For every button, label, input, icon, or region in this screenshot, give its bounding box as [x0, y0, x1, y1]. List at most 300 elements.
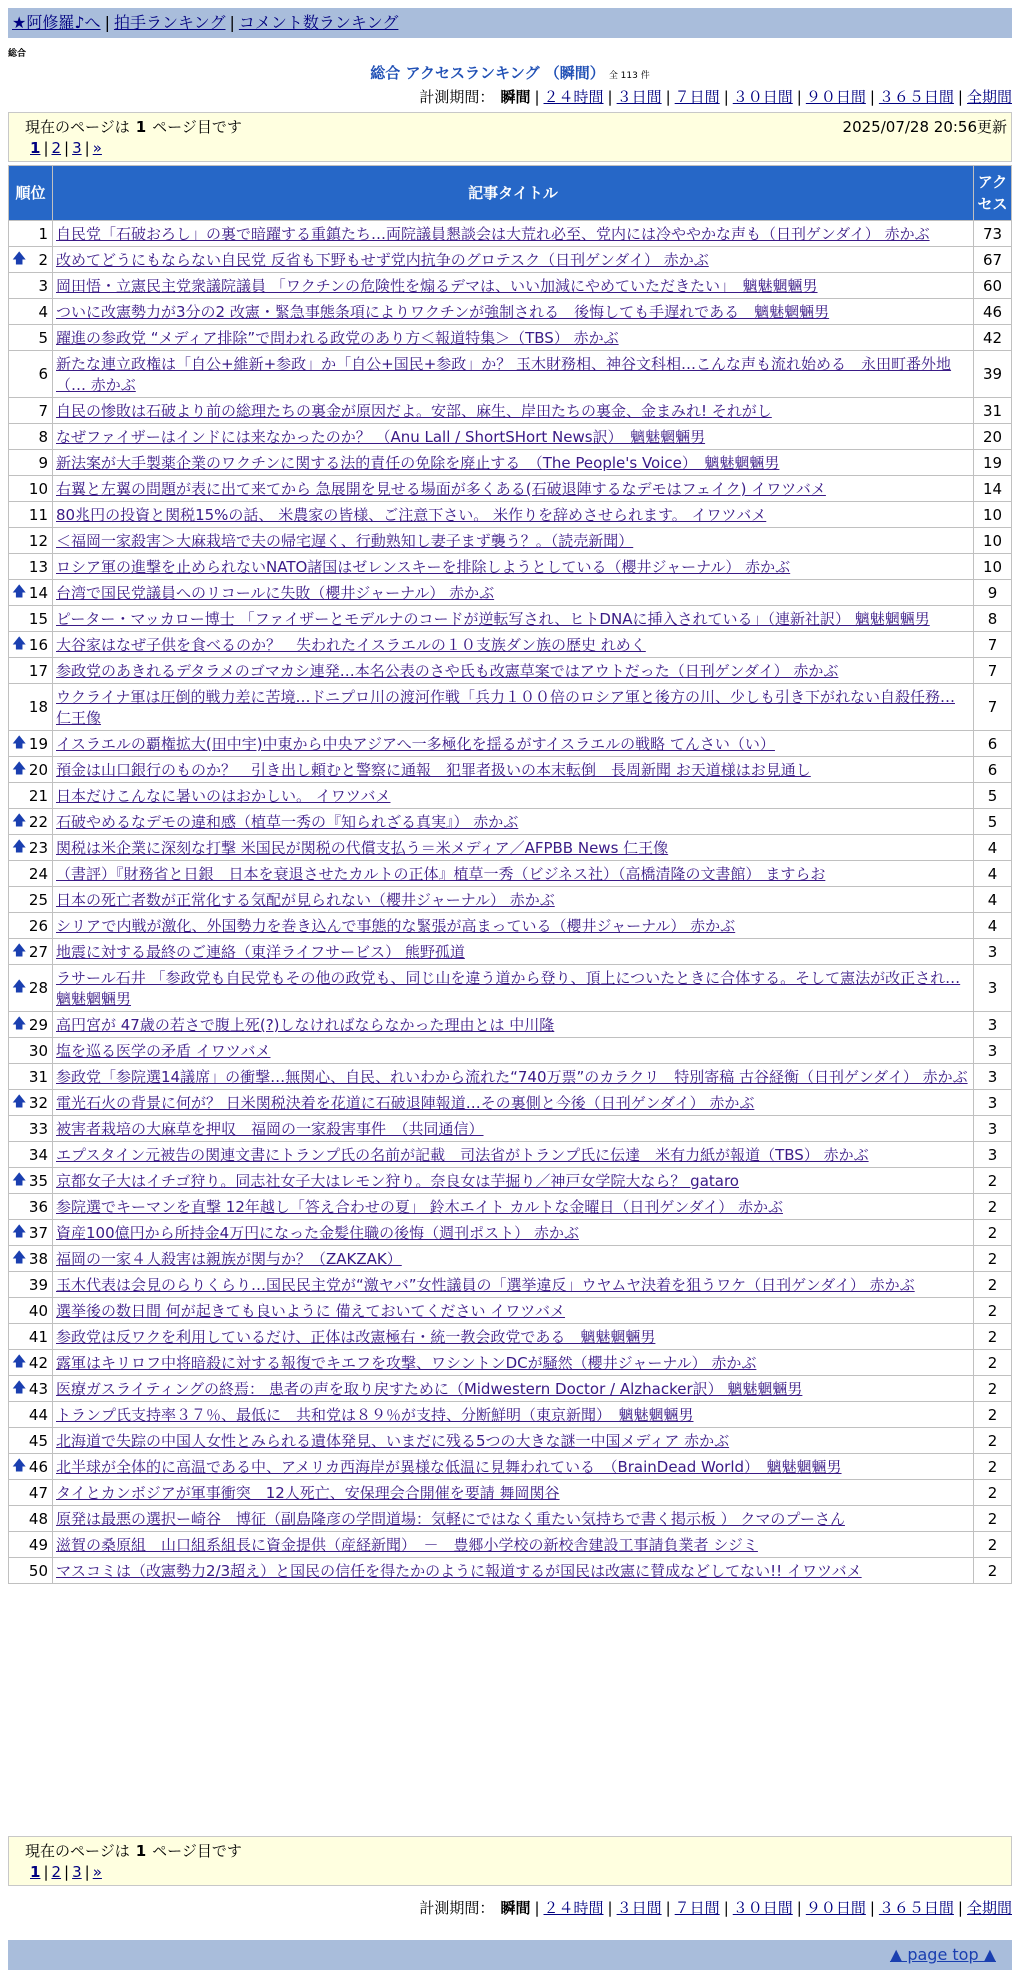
access-count: 2	[974, 1168, 1012, 1194]
period-link-0[interactable]: ２４時間	[543, 88, 604, 106]
access-count: 2	[974, 1428, 1012, 1454]
rank-number: 23	[28, 838, 48, 857]
rank-up-arrow-icon: 🡅	[12, 1353, 27, 1370]
article-link[interactable]: 80兆円の投資と関税15%の話、 米農家の皆様、ご注意下さい。 米作りを辞めさせられます。 イワツバメ	[56, 506, 767, 524]
access-count: 6	[974, 757, 1012, 783]
rank-number: 28	[28, 979, 48, 997]
rank-number: 40	[28, 1301, 48, 1320]
period-link-6[interactable]: 全期間	[966, 88, 1012, 106]
article-link[interactable]: 原発は最悪の選択ー崎谷 博征（副島隆彦の学問道場：気軽にではなく重たい気持ちで書く掲示板 ） クマのプーさん	[56, 1510, 845, 1528]
rank-header	[9, 166, 53, 221]
ranking-row	[9, 1168, 1012, 1194]
rank-cell	[9, 1038, 53, 1064]
rank-up-arrow-icon: 🡅	[12, 250, 27, 267]
rank-cell	[9, 221, 53, 247]
article-link[interactable]: 被害者栽培の大麻草を押収 福岡の一家殺害事件 （共同通信）	[56, 1120, 484, 1138]
ranking-row	[9, 221, 1012, 247]
article-link[interactable]: なぜファイザーはインドには来なかったのか？ （Anu Lall / ShortSHort News訳） 魑魅魍魎男	[56, 428, 706, 446]
rank-cell	[9, 351, 53, 398]
access-count: 73	[974, 221, 1012, 247]
access-count: 2	[974, 1558, 1012, 1584]
rank-number: 30	[28, 1041, 48, 1060]
article-link[interactable]: 選挙後の数日間 何が起きても良いように 備えておいてください イワツバメ	[56, 1302, 566, 1320]
rank-cell	[9, 476, 53, 502]
pager-link-1[interactable]: 2	[51, 1863, 62, 1881]
ranking-body	[9, 221, 1012, 1584]
article-link[interactable]: 預金は山口銀行のものか？ 引き出し頼むと警察に通報 犯罪者扱いの本末転倒 長周新聞 お天道様はお見通し	[56, 761, 811, 779]
rank-cell	[9, 757, 53, 783]
article-link[interactable]: 台湾で国民党議員へのリコールに失敗（櫻井ジャーナル） 赤かぶ	[56, 584, 495, 602]
article-link[interactable]: ＜福岡一家殺害＞大麻栽培で夫の帰宅遅く、行動熟知し妻子まず襲う？。（読売新聞）	[56, 532, 634, 550]
rank-cell	[9, 1142, 53, 1168]
rank-cell	[9, 1272, 53, 1298]
access-count: 2	[974, 1532, 1012, 1558]
article-link[interactable]: エプスタイン元被告の関連文書にトランプ氏の名前が記載 司法省がトランプ氏に伝達 米有力紙が報道（TBS） 赤かぶ	[56, 1146, 869, 1164]
pager-separator: |	[64, 1863, 70, 1881]
article-link[interactable]: イスラエルの覇権拡大(田中宇)中東から中央アジアへ一多極化を揺るがすイスラエルの戦略 てんさい（い）	[56, 735, 775, 753]
article-link[interactable]: 地震に対する最終のご連絡（東洋ライフサービス） 熊野孤道	[56, 943, 465, 961]
rank-number: 24	[28, 864, 48, 883]
article-link[interactable]: 参政党のあきれるデタラメのゴマカシ連発…本名公表のさや氏も改憲草案ではアウトだった（日刊ゲンダイ） 赤かぶ	[56, 662, 839, 680]
period-separator: |	[723, 88, 729, 106]
rank-cell	[9, 554, 53, 580]
rank-cell	[9, 1012, 53, 1038]
page-info-suffix: ページ目です	[152, 1842, 242, 1860]
title-cell	[53, 1194, 974, 1220]
access-count: 14	[974, 476, 1012, 502]
rank-cell	[9, 1506, 53, 1532]
title-cell	[53, 731, 974, 757]
article-link[interactable]: 玉木代表は会見のらりくらり…国民民主党が“激ヤバ”女性議員の「選挙違反」ウヤムヤ決着を狙うワケ（日刊ゲンダイ） 赤かぶ	[56, 1276, 915, 1294]
ranking-row	[9, 1402, 1012, 1428]
title-cell	[53, 1168, 974, 1194]
access-count: 3	[974, 1116, 1012, 1142]
article-link[interactable]: 日本の死亡者数が正常化する気配が見られない（櫻井ジャーナル） 赤かぶ	[56, 891, 555, 909]
rank-cell	[9, 1454, 53, 1480]
rank-cell	[9, 1558, 53, 1584]
rank-cell	[9, 1246, 53, 1272]
ranking-row	[9, 658, 1012, 684]
title-cell	[53, 273, 974, 299]
rank-number: 15	[28, 609, 48, 628]
access-count: 20	[974, 424, 1012, 450]
rank-cell	[9, 731, 53, 757]
title-cell	[53, 1298, 974, 1324]
period-link-5[interactable]: ３６５日間	[878, 1899, 954, 1917]
rank-cell	[9, 913, 53, 939]
article-link[interactable]: 新たな連立政権は「自公+維新+参政」か「自公+国民+参政」か？ 玉木財務相、神谷文科相…こんな声も流れ始める 永田町番外地（… 赤かぶ	[56, 355, 952, 394]
access-count: 42	[974, 325, 1012, 351]
title-cell	[53, 1350, 974, 1376]
article-link[interactable]: 関税は米企業に深刻な打撃 米国民が関税の代償支払う＝米メディア／AFPBB News 仁王像	[56, 839, 669, 857]
rank-up-arrow-icon: 🡅	[12, 635, 27, 652]
article-link[interactable]: 露軍はキリロフ中将暗殺に対する報復でキエフを攻撃、ワシントンDCが騒然（櫻井ジャーナル） 赤かぶ	[56, 1354, 757, 1372]
updated-timestamp: 2025/07/28 20:56更新	[842, 118, 1007, 136]
ranking-header-row	[9, 166, 1012, 221]
access-count: 3	[974, 1012, 1012, 1038]
ranking-row	[9, 783, 1012, 809]
period-link-4[interactable]: ９０日間	[805, 1899, 866, 1917]
rank-cell	[9, 783, 53, 809]
rank-number: 42	[28, 1353, 48, 1372]
nav-separator: |	[104, 13, 110, 32]
period-label: 計測期間：	[419, 1899, 495, 1917]
access-count: 7	[974, 684, 1012, 731]
title-cell	[53, 1142, 974, 1168]
rank-cell	[9, 502, 53, 528]
ranking-row	[9, 1220, 1012, 1246]
rank-up-arrow-icon: 🡅	[12, 1093, 27, 1110]
rank-number: 37	[28, 1223, 48, 1242]
access-count: 4	[974, 835, 1012, 861]
title-cell	[53, 299, 974, 325]
period-link-0[interactable]: ２４時間	[543, 1899, 604, 1917]
title-cell	[53, 1246, 974, 1272]
rank-cell	[9, 606, 53, 632]
ranking-row	[9, 1142, 1012, 1168]
page-top-link[interactable]: ▲ page top ▲	[889, 1945, 996, 1964]
access-count: 2	[974, 1506, 1012, 1532]
pager-separator: |	[84, 139, 90, 157]
ranking-row	[9, 273, 1012, 299]
period-link-6[interactable]: 全期間	[966, 1899, 1012, 1917]
rank-number: 38	[28, 1249, 48, 1268]
article-link[interactable]: ついに改憲勢力が3分の2 改憲・緊急事態条項によりワクチンが強制される 後悔しても手遅れである 魑魅魍魎男	[56, 303, 830, 321]
page-info-bottom	[8, 1836, 1012, 1886]
rank-number: 29	[28, 1015, 48, 1034]
ranking-row	[9, 835, 1012, 861]
ranking-row	[9, 247, 1012, 273]
rank-up-arrow-icon: 🡅	[12, 1015, 27, 1032]
period-link-5[interactable]: ３６５日間	[878, 88, 954, 106]
ranking-row	[9, 299, 1012, 325]
access-count: 7	[974, 658, 1012, 684]
article-link[interactable]: 右翼と左翼の問題が表に出て来てから 急展開を見せる場面が多くある(石破退陣するなデモはフェイク) イワツバメ	[56, 480, 826, 498]
period-link-1[interactable]: ３日間	[616, 88, 662, 106]
rank-up-arrow-icon: 🡅	[12, 583, 27, 600]
article-link[interactable]: 日本だけこんなに暑いのはおかしい。 イワツバメ	[56, 787, 391, 805]
article-link[interactable]: 新法案が大手製薬企業のワクチンに関する法的責任の免除を廃止する （The People's Voice） 魑魅魍魎男	[56, 454, 780, 472]
ranking-row	[9, 939, 1012, 965]
ranking-row	[9, 502, 1012, 528]
article-link[interactable]: 北海道で失踪の中国人女性とみられる遺体発見、いまだに残る5つの大きな謎一中国メディア 赤かぶ	[56, 1432, 730, 1450]
ranking-row	[9, 1350, 1012, 1376]
current-page-info	[25, 116, 242, 137]
title-cell	[53, 757, 974, 783]
title-cell	[53, 1038, 974, 1064]
period-link-3[interactable]: ３０日間	[732, 88, 793, 106]
pager-link-2[interactable]: 3	[72, 139, 82, 157]
rank-number: 35	[28, 1171, 48, 1190]
rank-cell	[9, 424, 53, 450]
title-cell	[53, 450, 974, 476]
pager-link-3[interactable]: »	[92, 139, 102, 157]
article-link[interactable]: 北半球が全体的に高温である中、アメリカ西海岸が異様な低温に見舞われている （BrainDead World） 魑魅魍魎男	[56, 1458, 842, 1476]
access-count: 67	[974, 247, 1012, 273]
article-link[interactable]: シリアで内戦が激化、外国勢力を巻き込んで事態的な緊張が高まっている（櫻井ジャーナル） 赤かぶ	[56, 917, 736, 935]
ranking-row	[9, 809, 1012, 835]
rank-number: 9	[38, 453, 48, 472]
access-count: 2	[974, 1298, 1012, 1324]
access-count: 2	[974, 1272, 1012, 1298]
article-link[interactable]: 電光石火の背景に何が？ 日米関税決着を花道に石破退陣報道…その裏側と今後（日刊ゲンダイ） 赤かぶ	[56, 1094, 755, 1112]
ranking-row	[9, 398, 1012, 424]
access-count: 5	[974, 783, 1012, 809]
title-cell	[53, 632, 974, 658]
rank-number: 14	[28, 583, 48, 602]
access-count: 3	[974, 1142, 1012, 1168]
rank-cell	[9, 247, 53, 273]
access-count: 3	[974, 965, 1012, 1012]
article-link[interactable]: 自民党「石破おろし」の裏で暗躍する重鎮たち…両院議員懇談会は大荒れ必至、党内には冷ややかな声も（日刊ゲンダイ） 赤かぶ	[56, 225, 930, 243]
rank-number: 34	[28, 1145, 48, 1164]
article-link[interactable]: ウクライナ軍は圧倒的戦力差に苦境…ドニプロ川の渡河作戦「兵力１００倍のロシア軍と後方の川、少しも引き下がれない自殺任務… 仁王像	[56, 688, 955, 727]
current-page-number: 1	[135, 118, 147, 136]
ranking-row	[9, 731, 1012, 757]
ranking-row	[9, 450, 1012, 476]
category-label: 総合	[8, 49, 27, 59]
pager-separator: |	[84, 1863, 90, 1881]
access-count: 19	[974, 450, 1012, 476]
rank-cell	[9, 398, 53, 424]
rank-up-arrow-icon: 🡅	[12, 734, 27, 751]
rank-up-arrow-icon: 🡅	[12, 1223, 27, 1240]
rank-number: 3	[38, 276, 48, 295]
article-link[interactable]: ピーター・マッカロー博士 「ファイザーとモデルナのコードが逆転写され、ヒトDNAに挿入されている」（連新社訳） 魑魅魍魎男	[56, 610, 930, 628]
rank-number: 11	[28, 505, 48, 524]
rank-cell	[9, 1298, 53, 1324]
rank-number: 20	[28, 760, 48, 779]
title-cell	[53, 1402, 974, 1428]
rank-number: 13	[28, 557, 48, 576]
period-current: 瞬間	[500, 1899, 531, 1917]
ranking-row	[9, 580, 1012, 606]
ranking-row	[9, 1012, 1012, 1038]
rank-up-arrow-icon: 🡅	[12, 942, 27, 959]
ranking-row	[9, 1428, 1012, 1454]
rank-cell	[9, 1116, 53, 1142]
access-count: 46	[974, 299, 1012, 325]
article-link[interactable]: 資産100億円から所持金4万円になった金髪住職の後悔（週刊ポスト） 赤かぶ	[56, 1224, 579, 1242]
title-cell	[53, 684, 974, 731]
article-link[interactable]: 京都女子大はイチゴ狩り。同志社女子大はレモン狩り。奈良女は芋掘り／神戸女学院大なら？ gataro	[56, 1172, 739, 1190]
article-link[interactable]: 高円宮が 47歳の若さで腹上死(?)しなければならなかった理由とは 中川隆	[56, 1016, 555, 1034]
rank-number: 31	[28, 1067, 48, 1086]
article-link[interactable]: 参政党「参院選14議席」の衝撃…無関心、自民、れいわから流れた“740万票”のカラクリ 特別寄稿 古谷経衡（日刊ゲンダイ） 赤かぶ	[56, 1068, 968, 1086]
title-cell	[53, 606, 974, 632]
access-header	[974, 166, 1012, 221]
title-cell	[53, 965, 974, 1012]
article-link[interactable]: （書評）『財務省と日銀 日本を衰退させたカルトの正体』植草一秀（ビジネス社）（高橋清隆の文書館） ますらお	[56, 865, 826, 883]
period-separator: |	[796, 1899, 802, 1917]
access-count: 3	[974, 939, 1012, 965]
ranking-row	[9, 424, 1012, 450]
article-link[interactable]: ロシア軍の進撃を止められないNATO諸国はゼレンスキーを排除しようとしている（櫻井ジャーナル） 赤かぶ	[56, 558, 791, 576]
pager-link-0[interactable]: 1	[30, 1863, 41, 1881]
title-cell	[53, 1454, 974, 1480]
rank-cell	[9, 299, 53, 325]
rank-number: 25	[28, 890, 48, 909]
article-link[interactable]: 躍進の参政党 “メディア排除”で問われる政党のあり方＜報道特集＞（TBS） 赤かぶ	[56, 329, 619, 347]
pager-link-3[interactable]: »	[92, 1863, 102, 1881]
clap-ranking-link[interactable]: 拍手ランキング	[113, 13, 226, 32]
ranking-row	[9, 1298, 1012, 1324]
access-count: 3	[974, 1064, 1012, 1090]
ranking-row	[9, 1090, 1012, 1116]
title-cell	[53, 424, 974, 450]
rank-cell	[9, 273, 53, 299]
title-cell	[53, 861, 974, 887]
access-count: 2	[974, 1246, 1012, 1272]
pager-separator: |	[43, 139, 49, 157]
ranking-row	[9, 606, 1012, 632]
article-link[interactable]: 石破やめるなデモの違和感（植草一秀の『知られざる真実』） 赤かぶ	[56, 813, 519, 831]
access-count: 3	[974, 1038, 1012, 1064]
article-link[interactable]: 参院選でキーマンを直撃 12年越し「答え合わせの夏」 鈴木エイト カルトな金曜日（日刊ゲンダイ） 赤かぶ	[56, 1198, 783, 1216]
title-cell	[53, 221, 974, 247]
rank-cell	[9, 1480, 53, 1506]
title-cell	[53, 1090, 974, 1116]
rank-number: 44	[28, 1405, 48, 1424]
rank-up-arrow-icon: 🡅	[12, 979, 27, 995]
ranking-row	[9, 913, 1012, 939]
rank-number: 46	[28, 1457, 48, 1476]
nav-separator: |	[229, 13, 235, 32]
article-link[interactable]: 参政党は反ワクを利用しているだけ、正体は改憲極右・統一教会政党である 魑魅魍魎男	[56, 1328, 656, 1346]
article-link[interactable]: ラサール石井 「参政党も自民党もその他の政党も、同じ山を違う道から登り、頂上についたときに合体する。そして憲法が改正され… 魑魅魍魎男	[56, 969, 961, 1008]
rank-cell	[9, 835, 53, 861]
rank-header-text: 順位	[15, 184, 46, 202]
rank-cell	[9, 658, 53, 684]
article-link[interactable]: 滋賀の桑原組 山口組系組長に資金提供（産経新聞） － 豊郷小学校の新校舎建設工事請負業者 シジミ	[56, 1536, 758, 1554]
rank-cell	[9, 1532, 53, 1558]
period-separator: |	[534, 1899, 540, 1917]
article-link[interactable]: 大谷家はなぜ子供を食べるのか？ 失われたイスラエルの１０支族ダン族の歴史 れめく	[56, 636, 646, 654]
ranking-row	[9, 1194, 1012, 1220]
pager-link-1[interactable]: 2	[51, 139, 62, 157]
period-separator: |	[796, 88, 802, 106]
access-header-text: アクセス	[977, 173, 1008, 213]
access-count: 10	[974, 554, 1012, 580]
rank-up-arrow-icon: 🡅	[12, 1249, 27, 1266]
rank-up-arrow-icon: 🡅	[12, 1379, 27, 1396]
period-current: 瞬間	[500, 88, 531, 106]
rank-number: 7	[38, 401, 48, 420]
ranking-row	[9, 1506, 1012, 1532]
period-link-3[interactable]: ３０日間	[732, 1899, 793, 1917]
rank-cell	[9, 1090, 53, 1116]
title-cell	[53, 325, 974, 351]
title-cell	[53, 1324, 974, 1350]
article-link[interactable]: タイとカンボジアが軍事衝突 12人死亡、安保理会合開催を要請 舞岡関谷	[56, 1484, 560, 1502]
period-label: 計測期間：	[419, 88, 495, 106]
ranking-row	[9, 554, 1012, 580]
access-count: 4	[974, 861, 1012, 887]
period-link-2[interactable]: ７日間	[674, 1899, 720, 1917]
rank-cell	[9, 684, 53, 731]
pager-link-2[interactable]: 3	[72, 1863, 82, 1881]
period-link-2[interactable]: ７日間	[674, 88, 720, 106]
page-title-text: 総合 アクセスランキング （瞬間）	[370, 64, 605, 82]
rank-cell	[9, 965, 53, 1012]
article-link[interactable]: 自民の惨敗は石破より前の総理たちの裏金が原因だよ。安部、麻生、岸田たちの裏金、金まみれ! それがし	[56, 402, 772, 420]
rank-cell	[9, 1194, 53, 1220]
rank-up-arrow-icon: 🡅	[12, 1171, 27, 1188]
ranking-row	[9, 1246, 1012, 1272]
rank-cell	[9, 809, 53, 835]
rank-number: 21	[28, 786, 48, 805]
period-separator: |	[534, 88, 540, 106]
rank-up-arrow-icon: 🡅	[12, 812, 27, 829]
rank-cell	[9, 861, 53, 887]
rank-number: 19	[28, 734, 48, 753]
article-link[interactable]: 医療ガスライティングの終焉： 患者の声を取り戻すために（Midwestern Doctor / Alzhacker訳） 魑魅魍魎男	[56, 1380, 803, 1398]
pager-separator: |	[43, 1863, 49, 1881]
access-count: 6	[974, 731, 1012, 757]
rank-number: 41	[28, 1327, 48, 1346]
access-count: 8	[974, 606, 1012, 632]
article-link[interactable]: 福岡の一家４人殺害は親族が関与か？（ZAKZAK）	[56, 1250, 402, 1268]
ranking-row	[9, 1064, 1012, 1090]
article-link[interactable]: トランプ氏支持率３７％、最低に 共和党は８９％が支持、分断鮮明（東京新聞） 魑魅魍魎男	[56, 1406, 694, 1424]
article-link[interactable]: 岡田悟・立憲民主党衆議院議員 「ワクチンの危険性を煽るデマは、いい加減にやめていただきたい」 魑魅魍魎男	[56, 277, 818, 295]
title-cell	[53, 1558, 974, 1584]
period-link-1[interactable]: ３日間	[616, 1899, 662, 1917]
ranking-table	[8, 165, 1012, 1584]
rank-cell	[9, 1064, 53, 1090]
pager-link-0[interactable]: 1	[30, 139, 41, 157]
ranking-row	[9, 1480, 1012, 1506]
period-selector-bottom	[419, 1897, 1012, 1918]
period-separator: |	[869, 1899, 875, 1917]
access-count: 39	[974, 351, 1012, 398]
current-page-info	[25, 1840, 242, 1861]
ranking-row	[9, 1454, 1012, 1480]
rank-number: 2	[38, 250, 48, 269]
access-count: 4	[974, 913, 1012, 939]
title-header: 記事タイトル	[53, 166, 974, 221]
title-cell	[53, 398, 974, 424]
article-link[interactable]: 塩を巡る医学の矛盾 イワツバメ	[56, 1042, 271, 1060]
ranking-row	[9, 684, 1012, 731]
access-count: 3	[974, 1090, 1012, 1116]
top-nav-bar	[8, 8, 1012, 38]
article-link[interactable]: 改めてどうにもならない自民党 反省も下野もせず党内抗争のグロテスク（日刊ゲンダイ） 赤かぶ	[56, 251, 709, 269]
rank-number: 27	[28, 942, 48, 961]
access-count: 31	[974, 398, 1012, 424]
access-count: 9	[974, 580, 1012, 606]
article-link[interactable]: マスコミは（改憲勢力2/3超え）と国民の信任を得たかのように報道するが国民は改憲に賛成などしてない!! イワツバメ	[56, 1562, 862, 1580]
title-cell	[53, 658, 974, 684]
title-cell	[53, 528, 974, 554]
title-cell	[53, 1376, 974, 1402]
ranking-row	[9, 1376, 1012, 1402]
access-count: 2	[974, 1376, 1012, 1402]
rank-cell	[9, 632, 53, 658]
page-info-prefix: 現在のページは	[25, 118, 130, 136]
rank-number: 22	[28, 812, 48, 831]
page-title	[0, 62, 1020, 83]
home-link[interactable]: ★阿修羅♪へ	[12, 13, 101, 32]
rank-number: 36	[28, 1197, 48, 1216]
period-link-4[interactable]: ９０日間	[805, 88, 866, 106]
page-info-suffix: ページ目です	[152, 118, 242, 136]
access-count: 2	[974, 1324, 1012, 1350]
title-cell	[53, 476, 974, 502]
ranking-row	[9, 861, 1012, 887]
rank-number: 39	[28, 1275, 48, 1294]
comment-ranking-link[interactable]: コメント数ランキング	[238, 13, 399, 32]
